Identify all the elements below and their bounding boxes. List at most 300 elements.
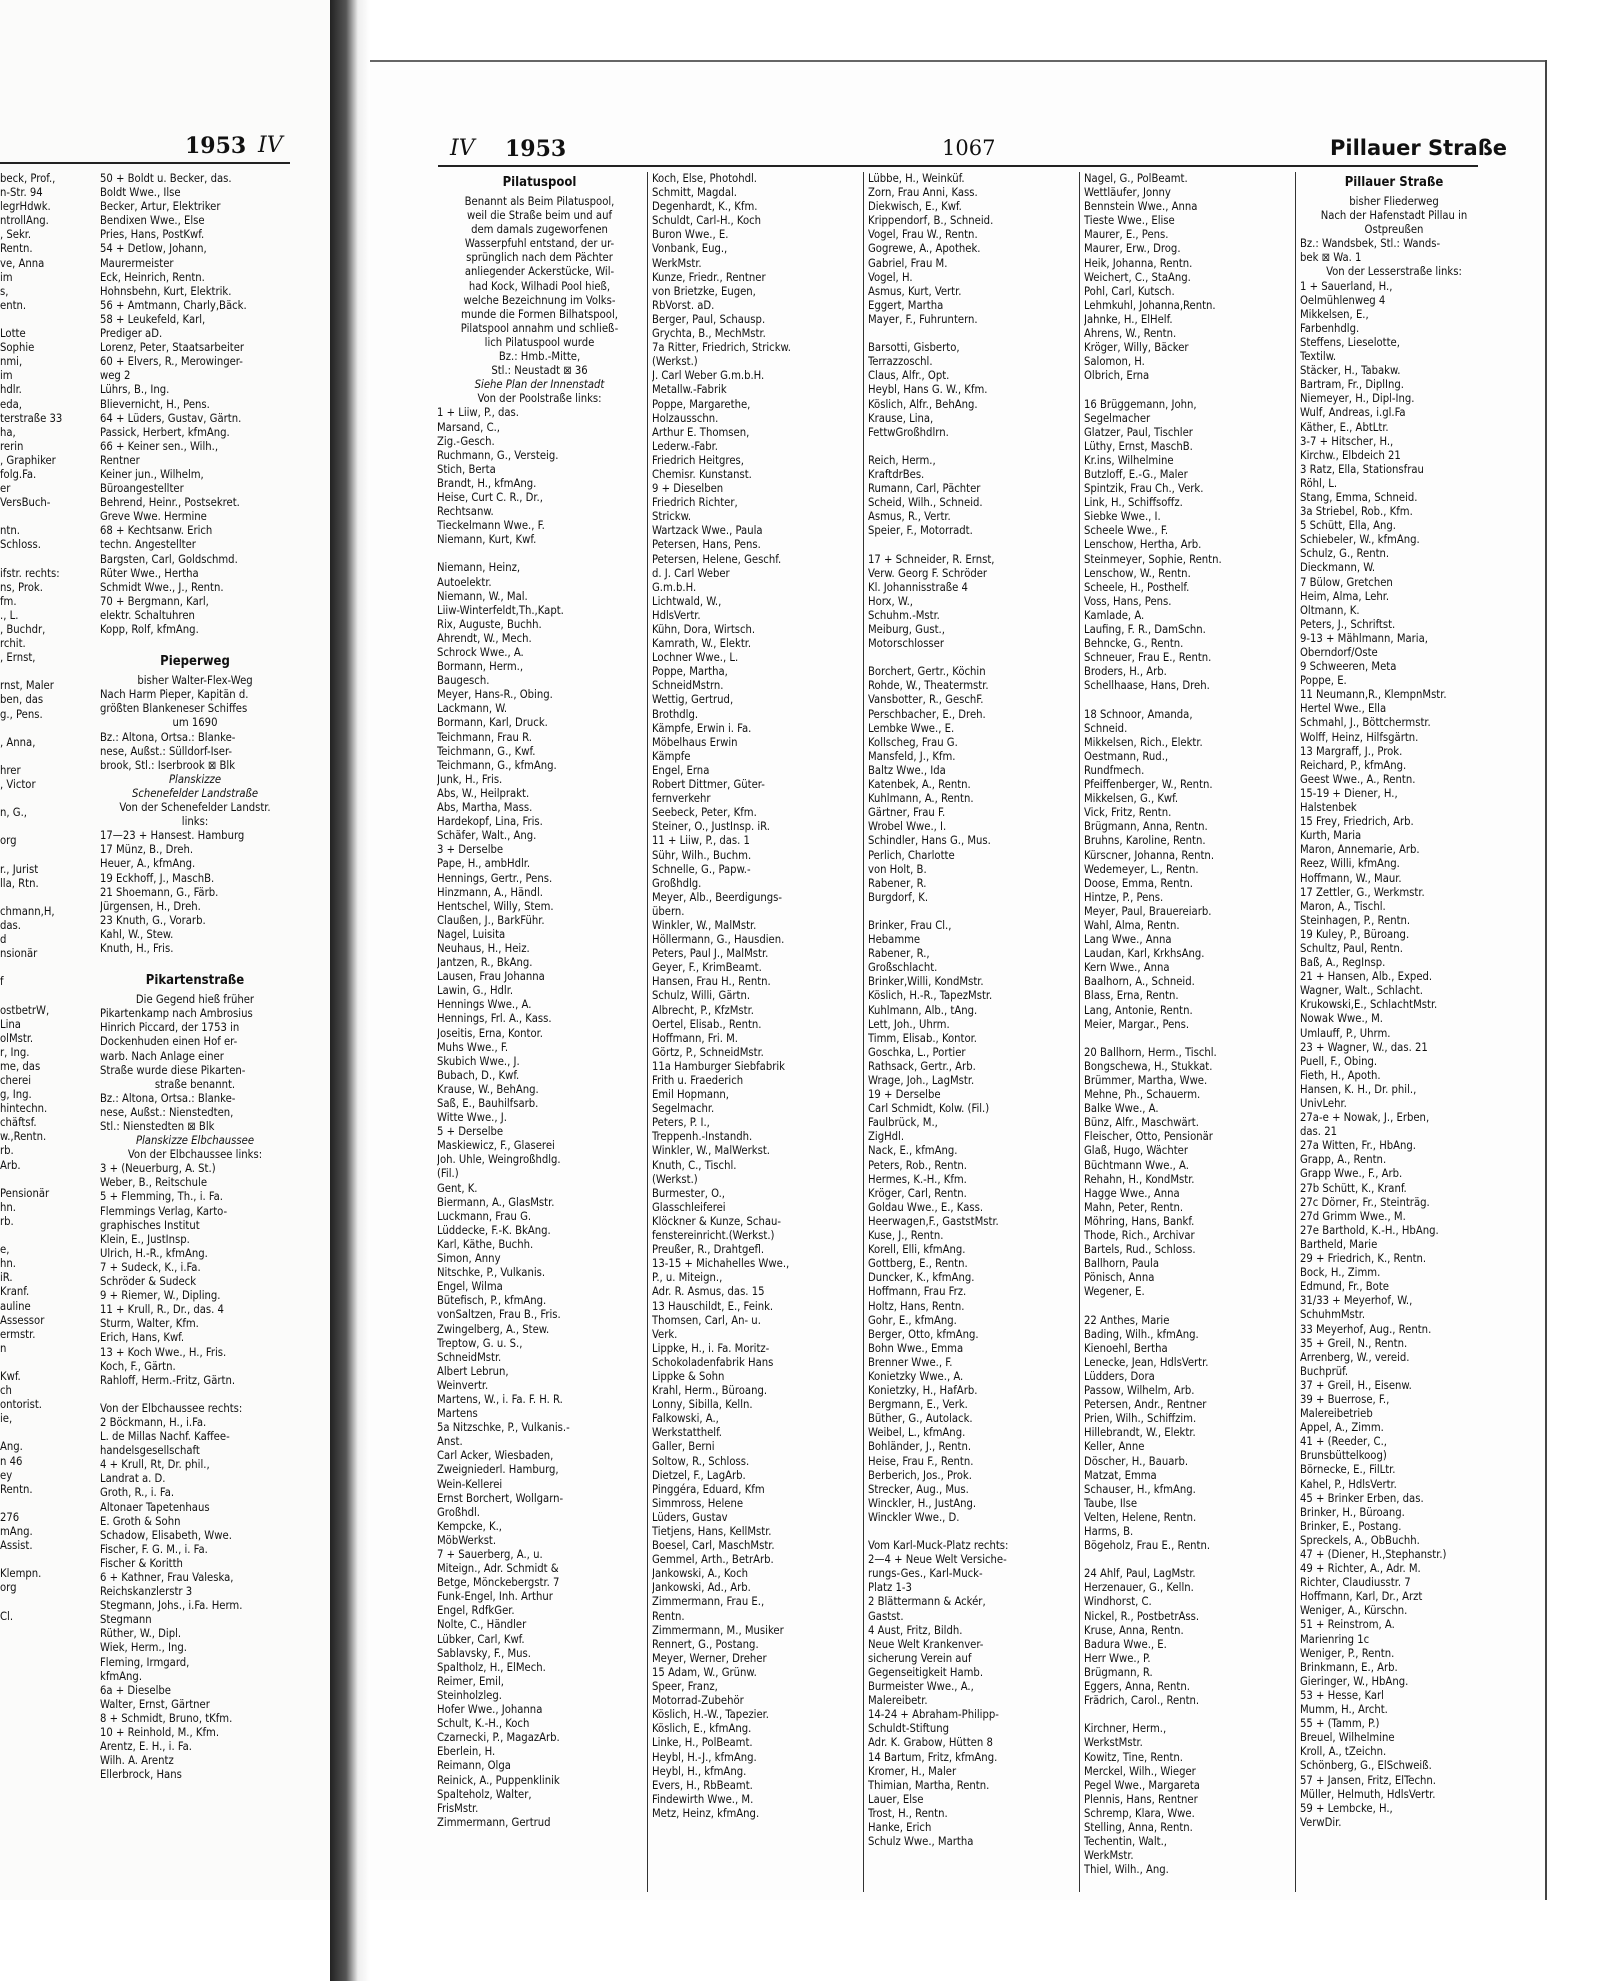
- directory-entry: Berger, Otto, kfmAng.: [868, 1327, 979, 1341]
- directory-entry: Rechtsanw.: [437, 505, 494, 519]
- directory-entry: , Sekr.: [0, 228, 32, 242]
- street-note: Die Gegend hieß früher: [135, 993, 255, 1007]
- directory-entry: Hillebrandt, W., Elektr.: [1084, 1426, 1196, 1440]
- directory-entry: Holtz, Hans, Rentn.: [868, 1299, 965, 1313]
- directory-entry: er: [0, 482, 11, 496]
- directory-entry: Timm, Elisab., Kontor.: [868, 1031, 977, 1045]
- directory-entry: Rahloff, Herm.-Fritz, Gärtn.: [100, 1373, 236, 1387]
- directory-entry: Hertel Wwe., Ella: [1300, 702, 1387, 716]
- directory-entry: Arrenberg, W., vereid.: [1300, 1350, 1410, 1364]
- directory-entry: Borchert, Gertr., Köchin: [868, 665, 986, 679]
- directory-entry: Eck, Heinrich, Rentn.: [100, 270, 205, 284]
- directory-entry: Kowitz, Tine, Rentn.: [1084, 1750, 1183, 1764]
- directory-entry: Börnecke, E., FilLtr.: [1300, 1463, 1396, 1477]
- directory-entry: FrisMstr.: [437, 1801, 479, 1815]
- directory-entry: Köslich, Alfr., BehAng.: [868, 397, 978, 411]
- directory-entry: Siebke Wwe., I.: [1084, 510, 1161, 524]
- directory-entry: Rentner: [100, 453, 140, 467]
- directory-entry: WerkMstr.: [652, 256, 702, 270]
- street-note: Von der Schenefelder Landstr.: [119, 801, 271, 815]
- directory-entry: Gohr, E., kfmAng.: [868, 1313, 957, 1327]
- directory-entry: Schadow, Elisabeth, Wwe.: [100, 1528, 232, 1542]
- directory-entry: Taube, Ilse: [1084, 1496, 1138, 1510]
- directory-entry: 7a Ritter, Friedrich, Strickw.: [652, 341, 791, 355]
- directory-entry: Brinker, Frau Cl.,: [868, 918, 952, 932]
- directory-entry: SchuhmMstr.: [1300, 1308, 1366, 1322]
- directory-entry: Pape, H., ambHdlr.: [437, 857, 531, 871]
- directory-entry: Assist.: [0, 1539, 33, 1553]
- directory-entry: Richter, Claudiusstr. 7: [1300, 1576, 1411, 1590]
- directory-entry: Nickel, R., PostbetrAss.: [1084, 1609, 1200, 1623]
- directory-entry: SchneidMstrn.: [652, 679, 724, 693]
- street-note: bisher Fliederweg: [1349, 195, 1439, 208]
- directory-entry: Broders, H., Arb.: [1084, 665, 1167, 679]
- directory-entry: Faulbrück, M.,: [868, 1116, 938, 1130]
- directory-entry: ifstr. rechts:: [0, 566, 60, 580]
- directory-entry: terstraße 33: [0, 411, 63, 425]
- directory-entry: Heybl, H., kfmAng.: [652, 1764, 747, 1778]
- directory-entry: Rix, Auguste, Buchh.: [437, 617, 542, 631]
- directory-entry: Lüders, Gustav: [652, 1510, 728, 1524]
- directory-entry: ntrollAng.: [0, 214, 49, 228]
- directory-entry: Kr.ins, Wilhelmine: [1084, 453, 1174, 467]
- blank-line: [0, 1229, 80, 1243]
- directory-entry: Olbrich, Erna: [1084, 369, 1150, 383]
- directory-entry: Arentz, E. H., i. Fa.: [100, 1740, 192, 1754]
- directory-entry: Vick, Fritz, Rentn.: [1084, 806, 1172, 820]
- directory-entry: Voss, Hans, Pens.: [1084, 594, 1172, 608]
- directory-entry: Albrecht, P., KfzMstr.: [652, 1003, 754, 1017]
- directory-entry: Link, H., Schiffsoffz.: [1084, 496, 1183, 510]
- directory-entry: (Werkst.): [652, 1172, 698, 1186]
- directory-entry: Muhs Wwe., F.: [437, 1040, 509, 1054]
- directory-entry: Hintze, P., Pens.: [1084, 890, 1164, 904]
- directory-entry: iR.: [0, 1271, 13, 1285]
- directory-entry: Zimmermann, M., Musiker: [652, 1623, 784, 1637]
- directory-entry: Lackmann, W.: [437, 702, 508, 716]
- directory-entry: Lina: [0, 1017, 21, 1031]
- directory-entry: Edmund, Fr., Bote: [1300, 1280, 1389, 1294]
- directory-entry: 10 + Reinhold, M., Kfm.: [100, 1726, 220, 1740]
- directory-entry: Pensionär: [0, 1186, 50, 1200]
- street-heading: Pilatuspool: [502, 175, 577, 190]
- directory-entry: Baß, A., RegInsp.: [1300, 956, 1386, 970]
- directory-entry: Textilw.: [1300, 350, 1337, 364]
- directory-entry: Metallw.-Fabrik: [652, 383, 727, 397]
- directory-entry: Konietzky, H., HafArb.: [868, 1384, 978, 1398]
- directory-entry: ch: [0, 1384, 12, 1398]
- directory-entry: 66 + Keiner sen., Wilh.,: [100, 439, 219, 453]
- directory-entry: Walter, Ernst, Gärtner: [100, 1697, 210, 1711]
- directory-entry: Windhorst, C.: [1084, 1595, 1152, 1609]
- blank-line: [868, 327, 1076, 341]
- directory-entry: 22 Anthes, Marie: [1084, 1313, 1170, 1327]
- directory-entry: Steiner, O., JustInsp. iR.: [652, 820, 770, 834]
- directory-entry: hdlr.: [0, 383, 22, 397]
- directory-entry: 70 + Bergmann, Karl,: [100, 594, 209, 608]
- directory-entry: Jantzen, R., BkAng.: [437, 956, 533, 970]
- directory-entry: Simon, Anny: [437, 1252, 501, 1266]
- directory-entry: nese, Außst.: Nienstedten,: [100, 1105, 234, 1119]
- directory-entry: Umlauff, P., Uhrm.: [1300, 1026, 1391, 1040]
- directory-entry: Horx, W.,: [868, 594, 913, 608]
- directory-entry: Berger, Paul, Schausp.: [652, 312, 766, 326]
- directory-entry: Heim, Alma, Lehr.: [1300, 589, 1390, 603]
- directory-entry: Merckel, Wilh., Wieger: [1084, 1764, 1196, 1778]
- directory-entry: Gogrewe, A., Apothek.: [868, 242, 981, 256]
- directory-entry: Klöckner & Kunze, Schau-: [652, 1214, 782, 1228]
- directory-entry: Gegenseitigkeit Hamb.: [868, 1665, 984, 1679]
- directory-entry: 4 + Krull, Rt, Dr. phil.,: [100, 1458, 210, 1472]
- directory-entry: Zorn, Frau Anni, Kass.: [868, 186, 978, 200]
- directory-entry: Kempcke, K.,: [437, 1519, 502, 1533]
- directory-entry: Albert Lebrun,: [437, 1364, 509, 1378]
- directory-entry: Kämpfe: [652, 749, 691, 763]
- directory-entry: Heise, Frau F., Rentn.: [868, 1454, 974, 1468]
- directory-entry: d: [0, 933, 7, 947]
- directory-entry: Reichard, P., kfmAng.: [1300, 758, 1407, 772]
- street-note: dem damals zugeworfenen: [471, 223, 608, 237]
- directory-entry: Schultz, Paul, Rentn.: [1300, 941, 1403, 955]
- directory-entry: Hentschel, Willy, Stem.: [437, 899, 554, 913]
- directory-entry: Reez, Willi, kfmAng.: [1300, 857, 1400, 871]
- directory-entry: Holzausschn.: [652, 411, 719, 425]
- directory-entry: Farbenhdlg.: [1300, 321, 1360, 335]
- column-divider: [863, 172, 864, 1892]
- directory-entry: Dietzel, F., LagArb.: [652, 1468, 746, 1482]
- directory-entry: Spreckels, A., ObBuchh.: [1300, 1533, 1420, 1547]
- directory-entry: Thode, Rich., Archivar: [1084, 1229, 1195, 1243]
- directory-entry: handelsgesellschaft: [100, 1444, 200, 1458]
- directory-entry: Hanke, Erich: [868, 1820, 932, 1834]
- directory-entry: 11 Neumann,R., KlempnMstr.: [1300, 688, 1447, 702]
- directory-entry: Maurer, E., Pens.: [1084, 228, 1169, 242]
- directory-entry: Nach Harm Pieper, Kapitän d.: [100, 688, 249, 702]
- directory-entry: Claußen, J., BarkFühr.: [437, 913, 545, 927]
- directory-entry: Ulrich, H.-R., kfmAng.: [100, 1246, 208, 1260]
- directory-entry: Robert Dittmer, Güter-: [652, 778, 765, 792]
- directory-entry: Reich, Herm.,: [868, 453, 936, 467]
- directory-entry: n 46: [0, 1454, 23, 1468]
- directory-entry: 29 + Friedrich, K., Rentn.: [1300, 1252, 1427, 1266]
- directory-entry: Hoffmann, Karl, Dr., Arzt: [1300, 1590, 1423, 1604]
- directory-entry: Meyer, Paul, Brauereiarb.: [1084, 904, 1212, 918]
- directory-entry: Lorenz, Peter, Staatsarbeiter: [100, 341, 245, 355]
- blank-line: [868, 1525, 1076, 1539]
- directory-entry: Strickw.: [652, 510, 692, 524]
- directory-entry: Kroll, A., tZeichn.: [1300, 1745, 1387, 1759]
- directory-entry: Wedemeyer, L., Rentn.: [1084, 862, 1199, 876]
- directory-entry: ostbetrW,: [0, 1003, 50, 1017]
- directory-entry: Brunsbüttelkoog): [1300, 1449, 1387, 1463]
- directory-entry: ZigHdl.: [868, 1130, 905, 1144]
- directory-entry: Fischer & Koritth: [100, 1556, 183, 1570]
- directory-entry: Wein-Kellerei: [437, 1477, 503, 1491]
- column-divider: [1295, 172, 1296, 1892]
- directory-entry: Weibel, L., kfmAng.: [868, 1426, 966, 1440]
- directory-entry: Saß, E., Bauhilfsarb.: [437, 1097, 539, 1110]
- directory-entry: 9 + Dieselben: [652, 482, 724, 496]
- directory-entry: Eberlein, H.: [437, 1745, 496, 1759]
- directory-entry: Schellhaase, Hans, Dreh.: [1084, 679, 1210, 693]
- directory-entry: Kopp, Rolf, kfmAng.: [100, 623, 199, 636]
- directory-entry: Niemann, W., Mal.: [437, 589, 528, 603]
- directory-entry: Scheele Wwe., F.: [1084, 524, 1169, 538]
- directory-entry: Schmahl, J., Böttchermstr.: [1300, 716, 1431, 730]
- directory-entry: Kürscner, Johanna, Rentn.: [1084, 848, 1215, 862]
- directory-entry: Lippke, H., i. Fa. Moritz-: [652, 1341, 770, 1355]
- directory-entry: Lübker, Carl, Kwf.: [437, 1632, 525, 1646]
- left-page-year: 1953: [185, 133, 247, 159]
- directory-entry: Lauer, Else: [868, 1792, 924, 1806]
- directory-entry: Schauser, H., kfmAng.: [1084, 1482, 1196, 1496]
- directory-entry: Jürgensen, H., Dreh.: [100, 899, 201, 913]
- directory-entry: 9-13 + Mählmann, Maria,: [1300, 631, 1428, 645]
- directory-entry: ey: [0, 1468, 13, 1482]
- directory-entry: 27e Barthold, K.-H., HbAng.: [1300, 1223, 1439, 1237]
- directory-entry: Maron, A., Tischl.: [1300, 899, 1386, 913]
- directory-entry: Brinker, H., Büroang.: [1300, 1505, 1405, 1519]
- directory-entry: Verk.: [652, 1327, 678, 1341]
- directory-entry: Von der Elbchaussee rechts:: [100, 1401, 243, 1415]
- directory-entry: Treppenh.-Instandh.: [652, 1130, 753, 1144]
- directory-entry: 5 + Derselbe: [437, 1125, 504, 1139]
- directory-entry: 56 + Amtmann, Charly,Bäck.: [100, 298, 247, 312]
- directory-entry: 51 + Reinstrom, A.: [1300, 1618, 1395, 1632]
- directory-entry: d. J. Carl Weber: [652, 566, 730, 580]
- directory-entry: HdlsVertr.: [652, 608, 701, 622]
- directory-entry: r., Jurist: [0, 862, 39, 876]
- right-header-rule: [438, 165, 1478, 167]
- directory-entry: Gottberg, E., Rentn.: [868, 1257, 968, 1271]
- directory-entry: ie,: [0, 1412, 13, 1426]
- directory-entry: Claus, Alfr., Opt.: [868, 369, 950, 383]
- directory-entry: Wolff, Heinz, Hilfsgärtn.: [1300, 730, 1419, 744]
- directory-entry: brook, Stl.: Iserbrook ⊠ Blk: [100, 758, 236, 772]
- plan-reference: Schenefelder Landstraße: [131, 786, 259, 800]
- directory-entry: Konietzky Wwe., A.: [868, 1369, 964, 1383]
- directory-entry: Friedrich Heitgres,: [652, 453, 744, 467]
- directory-entry: Findewirth Wwe., M.: [652, 1792, 754, 1806]
- directory-entry: Laudan, Karl, KrkhsAng.: [1084, 947, 1205, 961]
- directory-entry: Keiner jun., Wilhelm,: [100, 467, 204, 481]
- directory-entry: Gent, K.: [437, 1181, 478, 1195]
- directory-entry: 2—4 + Neue Welt Versiche-: [868, 1553, 1007, 1567]
- directory-entry: auline: [0, 1299, 31, 1313]
- blank-line: [868, 905, 1076, 919]
- directory-entry: 23 Knuth, G., Vorarb.: [100, 913, 206, 927]
- directory-entry: Emil Hopmann,: [652, 1088, 730, 1102]
- street-note: Pilatspool annahm und schließ-: [460, 321, 619, 335]
- blank-line: [0, 1426, 80, 1440]
- directory-entry: Meyer, Werner, Dreher: [652, 1651, 767, 1665]
- directory-entry: Stich, Berta: [437, 462, 496, 476]
- directory-entry: größten Blankeneser Schiffes: [100, 702, 248, 716]
- directory-entry: Niemann, Kurt, Kwf.: [437, 533, 537, 547]
- directory-entry: Mayer, F., Fuhruntern.: [868, 312, 978, 326]
- directory-entry: Lawin, G., Hdlr.: [437, 984, 514, 998]
- street-note: Von der Lesserstraße links:: [1326, 265, 1462, 279]
- directory-entry: Ahrendt, W., Mech.: [437, 631, 532, 645]
- directory-entry: 9 Schweeren, Meta: [1300, 660, 1397, 674]
- directory-entry: Halstenbek: [1300, 801, 1357, 815]
- directory-entry: Perlich, Charlotte: [868, 848, 955, 862]
- directory-entry: Röhl, L.: [1300, 476, 1338, 490]
- directory-entry: me, das: [0, 1059, 41, 1073]
- directory-entry: Fischer, F. G. M., i. Fa.: [100, 1542, 208, 1556]
- directory-entry: Vansbotter, R., GeschF.: [868, 693, 984, 707]
- directory-entry: 5 Schütt, Ella, Ang.: [1300, 519, 1396, 533]
- directory-entry: Chemisr. Kunstanst.: [652, 467, 752, 481]
- directory-entry: Weinvertr.: [437, 1378, 489, 1392]
- directory-entry: 39 + Buerrose, F.,: [1300, 1392, 1390, 1406]
- directory-entry: Harms, B.: [1084, 1525, 1134, 1538]
- directory-entry: 41 + (Reeder, C.,: [1300, 1435, 1387, 1449]
- directory-entry: Wahl, Alma, Rentn.: [1084, 918, 1180, 932]
- directory-entry: Pinggéra, Eduard, Kfm: [652, 1482, 765, 1496]
- directory-entry: Heybl, Hans G. W., Kfm.: [868, 383, 988, 397]
- directory-entry: Stelling, Anna, Rentn.: [1084, 1820, 1193, 1834]
- directory-entry: Tieste Wwe., Elise: [1084, 214, 1175, 228]
- directory-entry: , Anna,: [0, 735, 36, 749]
- directory-entry: Knuth, H., Fris.: [100, 941, 174, 955]
- directory-entry: Becker, Artur, Elektriker: [100, 200, 221, 214]
- directory-entry: Görtz, P., SchneidMstr.: [652, 1045, 764, 1059]
- directory-entry: kfmAng.: [100, 1669, 143, 1683]
- directory-entry: 14 Bartum, Fritz, kfmAng.: [868, 1750, 998, 1764]
- directory-entry: Schult, K.-H., Koch: [437, 1717, 530, 1731]
- directory-entry: 50 + Boldt u. Becker, das.: [100, 172, 232, 185]
- directory-entry: Schmitt, Magdal.: [652, 186, 737, 200]
- directory-entry: 3 + Derselbe: [437, 843, 504, 857]
- directory-entry: Abs, Martha, Mass.: [437, 801, 533, 815]
- street-note: Ostpreußen: [1364, 223, 1424, 237]
- directory-entry: Speer, Franz,: [652, 1680, 718, 1694]
- directory-entry: Peters, J., Schriftst.: [1300, 617, 1396, 631]
- street-note: um 1690: [172, 716, 218, 730]
- directory-entry: Lenschow, Hertha, Arb.: [1084, 538, 1202, 552]
- directory-entry: 19 + Derselbe: [868, 1088, 941, 1102]
- directory-entry: Vogel, H.: [868, 270, 913, 284]
- directory-entry: Winckler, H., JustAng.: [868, 1496, 977, 1510]
- column-3: [652, 172, 860, 1821]
- directory-entry: Geyer, F., KrimBeamt.: [652, 961, 762, 975]
- directory-entry: 37 + Greil, H., Eisenw.: [1300, 1378, 1412, 1392]
- directory-entry: 17—23 + Hansest. Hamburg: [100, 829, 245, 843]
- directory-entry: Perschbacher, E., Dreh.: [868, 707, 986, 721]
- directory-entry: graphisches Institut: [100, 1218, 200, 1232]
- directory-entry: Lichtwald, W.,: [652, 594, 722, 608]
- directory-entry: entn.: [0, 298, 27, 312]
- directory-entry: Rathsack, Gertr., Arb.: [868, 1059, 976, 1073]
- directory-entry: Engel, Erna: [652, 763, 710, 777]
- directory-entry: Poppe, E.: [1300, 674, 1347, 688]
- directory-entry: r, Ing.: [0, 1045, 30, 1059]
- directory-entry: Martens, W., i. Fa. F. H. R.: [437, 1392, 563, 1406]
- directory-entry: 6a + Dieselbe: [100, 1683, 171, 1697]
- directory-entry: Werkstatthelf.: [652, 1426, 722, 1440]
- directory-entry: MöbWerkst.: [437, 1533, 497, 1547]
- directory-entry: Büther, G., Autolack.: [868, 1412, 973, 1426]
- directory-entry: Koch, Else, Photohdl.: [652, 172, 757, 185]
- directory-entry: Lenecke, Jean, HdlsVertr.: [1084, 1355, 1209, 1369]
- directory-entry: Treptow, G. u. S.,: [437, 1336, 523, 1350]
- directory-entry: hintechn.: [0, 1102, 48, 1116]
- directory-entry: Pfeiffenberger, W., Rentn.: [1084, 778, 1213, 792]
- directory-entry: fernverkehr: [652, 792, 711, 806]
- directory-entry: KraftdrBes.: [868, 467, 925, 481]
- directory-entry: Bongschewa, H., Stukkat.: [1084, 1059, 1213, 1073]
- directory-entry: Steinmeyer, Sophie, Rentn.: [1084, 552, 1222, 566]
- directory-entry: Weichert, C., StaAng.: [1084, 270, 1191, 284]
- directory-entry: Hennings, Gertr., Pens.: [437, 871, 553, 885]
- directory-entry: Hagge Wwe., Anna: [1084, 1186, 1180, 1200]
- directory-entry: , Graphiker: [0, 453, 56, 467]
- directory-entry: 4 Aust, Fritz, Bildh.: [868, 1623, 963, 1637]
- column-divider: [647, 172, 648, 1892]
- directory-entry: Grapp Wwe., F., Arb.: [1300, 1167, 1403, 1181]
- directory-entry: 54 + Detlow, Johann,: [100, 242, 207, 256]
- directory-entry: Baugesch.: [437, 674, 490, 688]
- plan-reference: Planskizze: [168, 772, 222, 786]
- directory-entry: nmi,: [0, 355, 23, 369]
- directory-entry: Funk-Engel, Inh. Arthur: [437, 1590, 553, 1604]
- directory-entry: Zweigniederl. Hamburg,: [437, 1463, 559, 1477]
- directory-entry: Oltmann, K.: [1300, 603, 1360, 617]
- directory-entry: Bergmann, E., Verk.: [868, 1398, 968, 1412]
- directory-entry: Terrazzoschl.: [868, 355, 933, 369]
- directory-entry: Kamlade, A.: [1084, 608, 1145, 622]
- blank-line: [868, 538, 1076, 552]
- right-page-volume: IV: [450, 136, 475, 161]
- directory-entry: warb. Nach Anlage einer: [100, 1049, 224, 1063]
- directory-entry: Teichmann, G., Kwf.: [437, 744, 536, 758]
- directory-entry: Malereibetr.: [868, 1694, 928, 1708]
- directory-entry: lla, Rtn.: [0, 876, 39, 890]
- directory-entry: Preußer, R., Drahtgefl.: [652, 1243, 765, 1257]
- directory-entry: weg 2: [100, 369, 131, 383]
- directory-entry: Grapp, A., Rentn.: [1300, 1153, 1387, 1167]
- directory-entry: 64 + Lüders, Gustav, Gärtn.: [100, 411, 242, 425]
- directory-entry: Scheid, Wilh., Schneid.: [868, 496, 983, 510]
- directory-entry: Lonny, Sibilla, Kelln.: [652, 1398, 753, 1412]
- directory-entry: Lüddecke, F.-K. BkAng.: [437, 1223, 551, 1237]
- column-divider: [1079, 172, 1080, 1892]
- directory-entry: 57 + Jansen, Fritz, ElTechn.: [1300, 1773, 1436, 1787]
- directory-entry: L. de Millas Nachf. Kaffee-: [100, 1430, 230, 1444]
- directory-entry: 6 + Kathner, Frau Valeska,: [100, 1571, 234, 1584]
- directory-entry: E. Groth & Sohn: [100, 1514, 181, 1528]
- directory-entry: Winckler Wwe., D.: [868, 1510, 960, 1524]
- directory-entry: Pönisch, Anna: [1084, 1271, 1155, 1285]
- directory-entry: fm.: [0, 594, 17, 608]
- directory-entry: 15 Frey, Friedrich, Arb.: [1300, 815, 1414, 829]
- directory-entry: Herzenauer, G., Kelln.: [1084, 1581, 1194, 1595]
- directory-entry: Pegel Wwe., Margareta: [1084, 1778, 1200, 1792]
- directory-entry: Weber, B., Reitschule: [100, 1176, 208, 1190]
- directory-entry: Platz 1-3: [868, 1581, 912, 1595]
- directory-entry: Balke Wwe., A.: [1084, 1102, 1159, 1116]
- directory-entry: Frith u. Fraederich: [652, 1074, 744, 1087]
- directory-entry: Schulz, Willi, Gärtn.: [652, 989, 751, 1003]
- directory-entry: Jahnke, H., ElHelf.: [1084, 312, 1173, 326]
- directory-entry: ., L.: [0, 608, 19, 622]
- directory-entry: Meyer, Hans-R., Obing.: [437, 688, 553, 702]
- directory-entry: Baltz Wwe., Ida: [868, 763, 946, 777]
- directory-entry: 8 + Schmidt, Bruno, tKfm.: [100, 1711, 233, 1725]
- directory-entry: Strecker, Aug., Mus.: [868, 1482, 969, 1496]
- directory-entry: nese, Außst.: Sülldorf-Iser-: [100, 744, 233, 758]
